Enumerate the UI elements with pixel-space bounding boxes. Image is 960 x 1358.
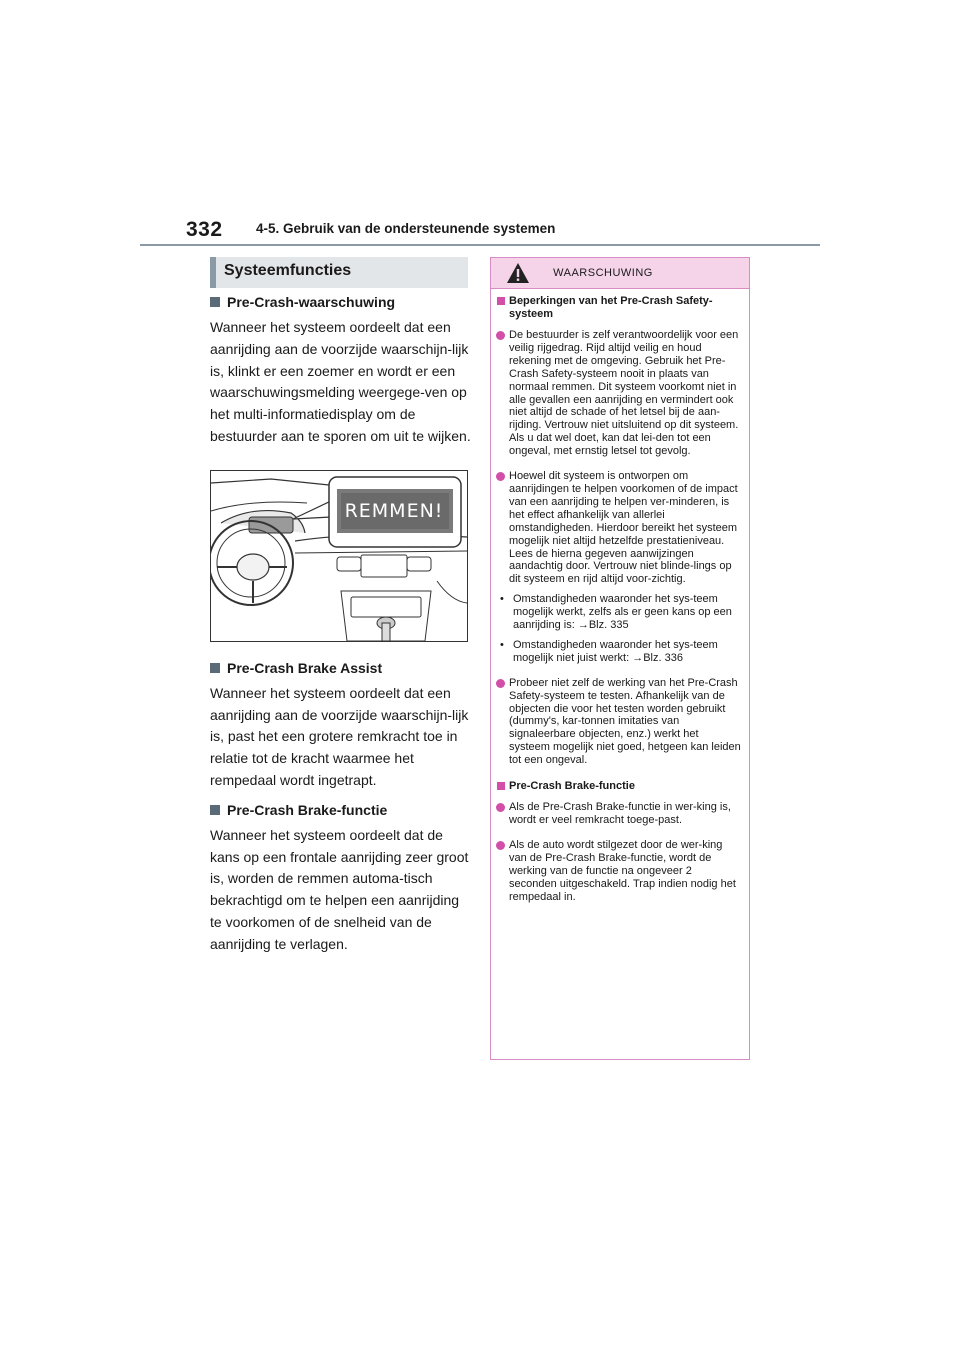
page-number: 332 bbox=[186, 218, 223, 241]
header-divider bbox=[140, 244, 820, 246]
warning-item: Als de Pre-Crash Brake-functie in wer-king is, wordt er veel remkracht toege-past. bbox=[495, 801, 741, 827]
brake-function-heading: Pre-Crash Brake-functie bbox=[210, 800, 472, 820]
left-column bbox=[210, 292, 472, 956]
warning-title: WAARSCHUWING bbox=[553, 267, 653, 279]
pre-crash-warning-heading: Pre-Crash-waarschuwing bbox=[210, 292, 472, 312]
chapter-title: 4-5. Gebruik van de ondersteunende systemen bbox=[256, 221, 556, 236]
warning-subheading-brake: Pre-Crash Brake-functie bbox=[495, 780, 741, 793]
warning-item-continued: Lees de hierna gegeven aanwijzingen aandachtig door. Vertrouw niet blinde-lings op dit systeem en rijd altijd voor-zichtig. bbox=[509, 547, 732, 586]
warning-box bbox=[490, 257, 750, 1060]
brake-assist-heading: Pre-Crash Brake Assist bbox=[210, 658, 472, 678]
warning-item: Hoewel dit systeem is ontworpen om aanrijdingen te helpen voorkomen of de impact van een aanrijding te helpen ver-minderen, is het effect afhankelijk van allerlei omstandigheden. Hierdoor bereikt het systeem mogelijk niet altijd hetzelfde prestatieniveau. bbox=[495, 470, 741, 547]
dashboard-drawing bbox=[211, 471, 467, 641]
dashboard-illustration bbox=[210, 470, 468, 642]
warning-item: Probeer niet zelf de werking van het Pre-Crash Safety-systeem te testen. Afhankelijk van de objecten die voor het testen worden gebruikt (dummy's, kar-tonnen imitaties van signaleerbare objecten, enz.) werkt het systeem mogelijk niet goed, hetgeen kan leiden tot een ongeval. bbox=[495, 677, 741, 767]
brake-function-text: Wanneer het systeem oordeelt dat de kans op een frontale aanrijding zeer groot is, worden de remmen automa-tisch bekrachtigd om te helpen een aanrijding te voorkomen of de snelheid van de aanrijding te verlagen. bbox=[210, 826, 469, 952]
warning-item: Als de auto wordt stilgezet door de wer-king van de Pre-Crash Brake-functie, wordt de werking van de functie na ongeveer 2 seconden uitgeschakeld. Trap indien nodig het rempedaal in. bbox=[495, 839, 741, 904]
warning-subheading-limitations: Beperkingen van het Pre-Crash Safety-systeem bbox=[495, 295, 741, 321]
remmen-label: REMMEN! bbox=[344, 500, 444, 522]
pre-crash-warning-text: Wanneer het systeem oordeelt dat een aanrijding aan de voorzijde waarschijn-lijk is, klinkt er een zoemer en wordt er een waarschuwingsmelding weergege-ven op het multi-informatiedisplay om de bestuurder aan te sporen om uit te wijken. bbox=[210, 319, 471, 444]
warning-bullet: • Omstandigheden waaronder het sys-teem mogelijk werkt, zelfs als er geen kans op een aanrijding is: →Blz. 335 bbox=[495, 593, 741, 632]
warning-header bbox=[491, 258, 749, 289]
warning-bullet: • Omstandigheden waaronder het sys-teem mogelijk niet juist werkt: →Blz. 336 bbox=[495, 639, 741, 665]
section-heading: Systeemfuncties bbox=[210, 257, 468, 288]
warning-item: De bestuurder is zelf verantwoordelijk voor een veilig rijgedrag. Rijd altijd veilig en houd rekening met de omgeving. Gebruik het Pre-Crash Safety-systeem nooit in plaats van normaal remmen. Dit systeem voorkomt niet in alle gevallen een aanrijding en vermindert ook niet altijd de schade of het letsel bij de aan-rijding. Vertrouw niet uitsluitend op dit systeem. Als u dat wel doet, kan dat lei-den tot een ongeval, met ernstig letsel tot gevolg. bbox=[495, 329, 741, 458]
brake-assist-text: Wanneer het systeem oordeelt dat een aanrijding aan de voorzijde waarschijn-lijk is, past het een grotere remkracht toe in relatie tot de kracht waarmee het rempedaal wordt ingetrapt. bbox=[210, 684, 469, 788]
